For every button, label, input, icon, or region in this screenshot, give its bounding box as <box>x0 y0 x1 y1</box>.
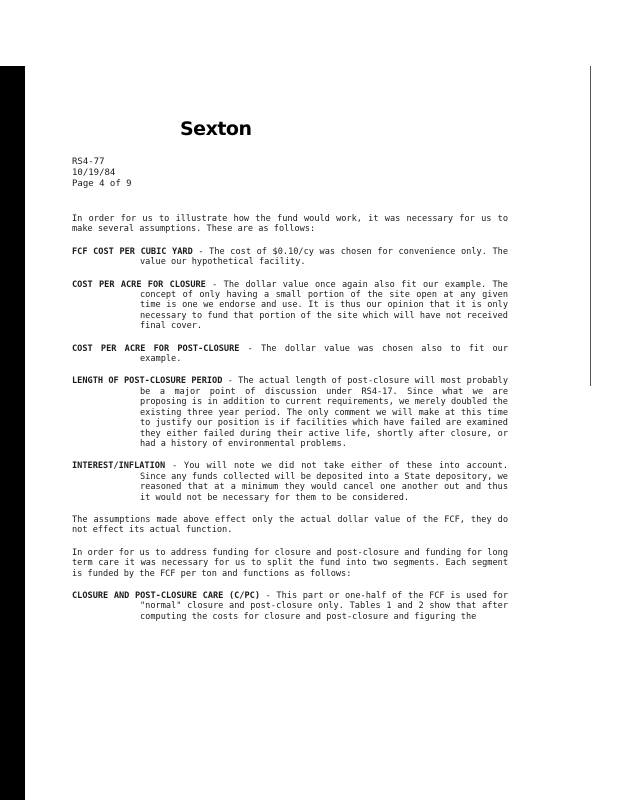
document-header <box>72 157 132 190</box>
document-body <box>72 214 508 634</box>
intro-paragraph: In order for us to illustrate how the fund would work, it was necessary for us to make several assumptions. These are as follows: <box>72 214 508 235</box>
definition-term: COST PER ACRE FOR CLOSURE <box>72 279 206 290</box>
definition-text: - The dollar value was chosen also to fit our example. <box>140 343 508 365</box>
definition-term: LENGTH OF POST-CLOSURE PERIOD <box>72 376 223 387</box>
definition-fcf-cost <box>72 247 508 268</box>
definition-post-closure-period <box>72 376 508 449</box>
definition-text: - The actual length of post-closure will most probably be a major point of discussion under RS4-17. Since what we are proposing is in addition to current requirements, we merely doubled the existing three year period. The only comment we will make at this time to justify our position is if facilities which have failed are examined they either failed during their active life, shortly after closure, or had a history of environmental problems. <box>140 376 508 449</box>
definition-term: FCF COST PER CUBIC YARD <box>72 246 193 257</box>
definition-post-closure-cost <box>72 344 508 365</box>
definition-text: - The cost of $0.10/cy was chosen for convenience only. The value our hypothetical facility. <box>140 246 508 268</box>
funding-paragraph: In order for us to address funding for closure and post-closure and funding for long term care it was necessary for us to split the fund into two segments. Each segment is funded by the FCF per ton and functions as follows: <box>72 547 508 579</box>
scan-edge-right <box>590 66 591 386</box>
company-logo: Sexton <box>180 118 252 140</box>
scan-edge-left <box>0 66 25 800</box>
definition-term: COST PER ACRE FOR POST-CLOSURE <box>72 343 240 354</box>
closure-text: - This part or one-half of the FCF is used for "normal" closure and post-closure only. Tables 1 and 2 show that after computing the costs for closure and post-closure and figuring the <box>140 590 509 622</box>
closure-section <box>72 591 508 622</box>
closure-term: CLOSURE AND POST-CLOSURE CARE (C/PC) <box>72 590 261 601</box>
definition-text: - You will note we did not take either of these into account. Since any funds collected will be deposited into a State depository, we reasoned that at a minimum they would cancel one another out and thus it would not be necessary for them to be considered. <box>140 461 508 503</box>
definition-interest-inflation <box>72 461 508 503</box>
definition-term: INTEREST/INFLATION <box>72 461 166 472</box>
definition-closure-cost <box>72 280 508 332</box>
definition-text: - The dollar value once again also fit our example. The concept of only having a small portion of the site open at any given time is one we endorse and use. It is thus our opinion that it is only necessary to fund that portion of the site which will have not received final cover. <box>140 279 508 332</box>
reference-number: RS4-77 <box>72 157 105 167</box>
assumptions-paragraph: The assumptions made above effect only the actual dollar value of the FCF, they do not effect its actual function. <box>72 514 508 536</box>
document-date: 10/19/84 <box>72 168 116 178</box>
page-number: Page 4 of 9 <box>72 179 132 189</box>
